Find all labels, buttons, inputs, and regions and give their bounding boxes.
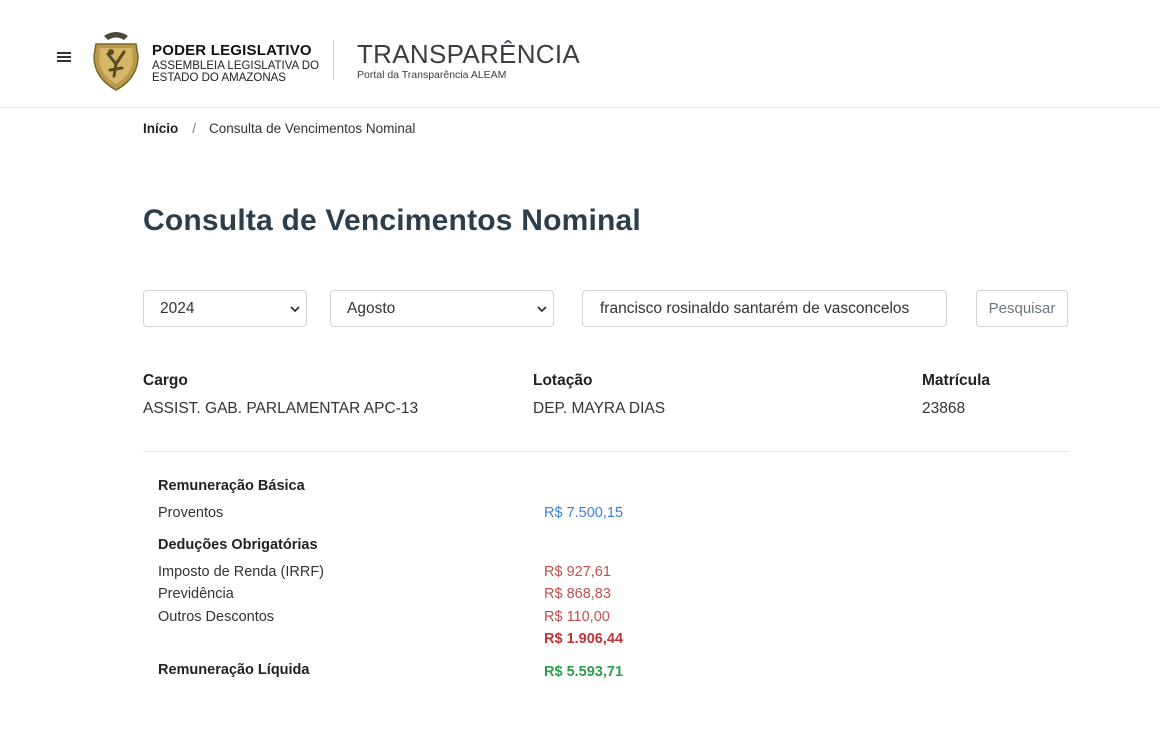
proventos-label: Proventos (158, 505, 224, 521)
basic-remuneration-heading: Remuneração Básica (158, 478, 305, 494)
chevron-down-icon (290, 304, 300, 314)
page-title: Consulta de Vencimentos Nominal (143, 204, 641, 237)
breadcrumb-current: Consulta de Vencimentos Nominal (209, 121, 416, 136)
net-remuneration-value: R$ 5.593,71 (544, 664, 624, 680)
irrf-value: R$ 927,61 (544, 564, 611, 580)
portal-brand[interactable] (357, 39, 580, 81)
name-search-input[interactable]: francisco rosinaldo santarém de vasconcelos (582, 290, 947, 327)
chevron-down-icon (537, 304, 547, 314)
matricula-label: Matrícula (922, 372, 991, 389)
breadcrumb-separator: / (192, 121, 197, 136)
irrf-label: Imposto de Renda (IRRF) (158, 564, 325, 580)
breadcrumb-home-link[interactable]: Início (143, 121, 179, 136)
deductions-total-value: R$ 1.906,44 (544, 631, 624, 647)
search-button[interactable]: Pesquisar (976, 290, 1068, 327)
previdencia-label: Previdência (158, 586, 234, 602)
lotacao-label: Lotação (533, 372, 593, 389)
site-header (0, 0, 1160, 108)
cargo-label: Cargo (143, 372, 188, 389)
portal-subtitle: Portal da Transparência ALEAM (357, 69, 507, 81)
proventos-value: R$ 7.500,15 (544, 505, 624, 521)
year-select[interactable] (143, 290, 307, 327)
org-subtitle-line1: ASSEMBLEIA LEGISLATIVA DO (152, 60, 320, 72)
org-subtitle-line2: ESTADO DO AMAZONAS (152, 72, 286, 84)
lotacao-value: DEP. MAYRA DIAS (533, 400, 666, 417)
org-name-block (152, 42, 319, 84)
breadcrumb (143, 121, 415, 136)
month-select[interactable] (330, 290, 554, 327)
portal-title: TRANSPARÊNCIA (357, 39, 581, 69)
org-title: PODER LEGISLATIVO (152, 42, 312, 59)
matricula-value: 23868 (922, 400, 966, 417)
outros-descontos-label: Outros Descontos (158, 609, 275, 625)
outros-descontos-value: R$ 110,00 (544, 609, 610, 625)
header-divider (333, 40, 334, 80)
year-select-value: 2024 (160, 300, 195, 317)
month-select-value: Agosto (347, 300, 396, 317)
section-divider (143, 451, 1068, 452)
deductions-heading: Deduções Obrigatórias (158, 537, 318, 553)
aleam-crest-logo[interactable] (90, 26, 142, 92)
hamburger-menu-icon[interactable] (57, 52, 71, 64)
cargo-value: ASSIST. GAB. PARLAMENTAR APC-13 (143, 400, 419, 417)
net-remuneration-label: Remuneração Líquida (158, 662, 310, 678)
previdencia-value: R$ 868,83 (544, 586, 611, 602)
